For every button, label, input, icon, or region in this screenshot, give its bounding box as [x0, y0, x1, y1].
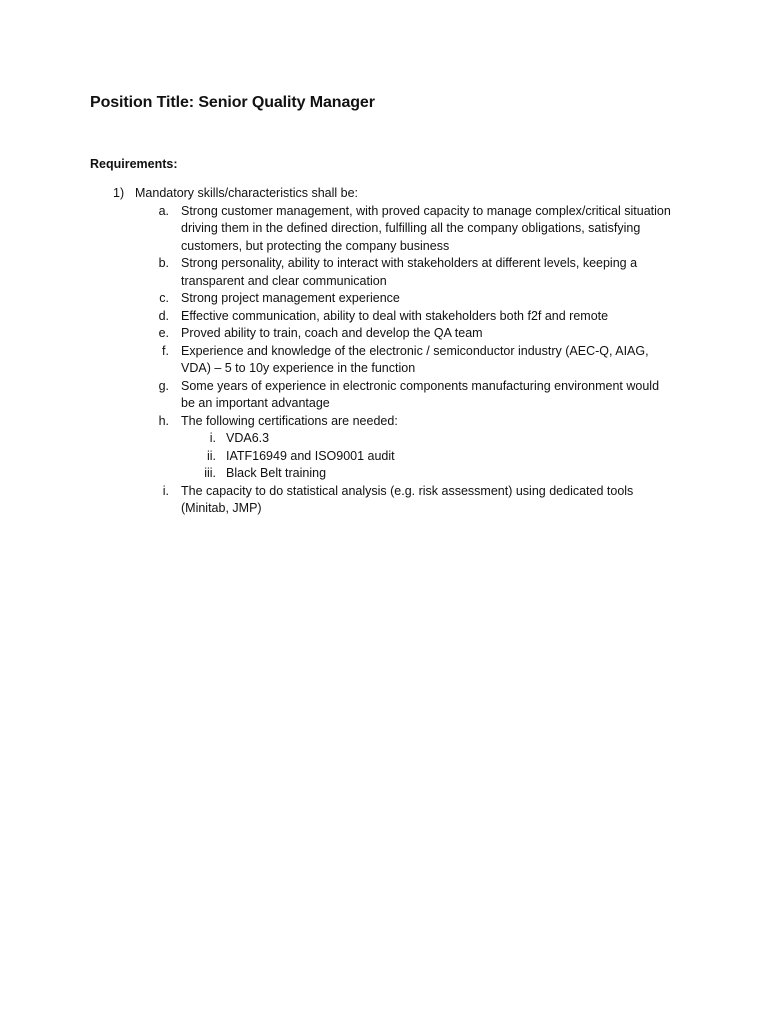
list-item — [0, 290, 768, 308]
list-item-text: Mandatory skills/characteristics shall be: — [135, 186, 358, 200]
list-item — [0, 185, 768, 203]
list-marker: e. — [158, 326, 169, 340]
list-item-text: The following certifications are needed: — [181, 413, 398, 428]
list-item — [0, 255, 768, 290]
list-item-text: Black Belt training — [226, 466, 327, 480]
list-item — [0, 483, 768, 518]
position-title: Position Title: Senior Quality Manager — [90, 94, 375, 111]
list-marker: i. — [162, 483, 169, 498]
list-item — [0, 308, 768, 326]
list-item — [0, 343, 768, 378]
list-item-text: Effective communication, ability to deal with stakeholders both f2f and remote — [181, 308, 609, 323]
list-subitem — [0, 430, 768, 448]
list-item-text: Strong personality, ability to interact with stakeholders at different levels, keeping a transparent and clear communication — [181, 256, 638, 288]
requirements-heading: Requirements: — [90, 157, 178, 171]
list-marker: g. — [158, 378, 169, 393]
list-marker: a. — [158, 203, 169, 218]
list-item-text: IATF16949 and ISO9001 audit — [226, 448, 395, 463]
list-item-text: VDA6.3 — [226, 431, 270, 445]
list-subitem — [0, 448, 768, 466]
list-item-text: Experience and knowledge of the electronic / semiconductor industry (AEC-Q, AIAG, VDA) – 5 to 10y experience in the function — [181, 343, 649, 375]
list-item — [0, 413, 768, 431]
list-item — [0, 203, 768, 256]
list-item-text: Strong project management experience — [181, 291, 400, 305]
list-marker: iii. — [204, 466, 216, 480]
list-marker: d. — [158, 308, 169, 323]
list-item-text: Strong customer management, with proved capacity to manage complex/critical situation driving them in the defined direction, fulfilling all the company obligations, satisfying customers, but protecting the company business — [181, 203, 671, 253]
list-item-text: Proved ability to train, coach and develop the QA team — [181, 326, 483, 340]
requirements-list — [0, 185, 768, 518]
list-marker: b. — [158, 256, 169, 270]
list-item-text: The capacity to do statistical analysis (e.g. risk assessment) using dedicated tools (Minitab, JMP) — [181, 483, 634, 515]
list-marker: 1) — [113, 186, 125, 200]
list-item — [0, 378, 768, 413]
list-marker: ii. — [206, 448, 216, 463]
list-marker: h. — [158, 413, 169, 428]
list-marker: i. — [209, 431, 216, 445]
list-item-text: Some years of experience in electronic components manufacturing environment would be an important advantage — [181, 378, 660, 410]
list-marker: f. — [162, 343, 169, 358]
list-subitem — [0, 465, 768, 483]
list-marker: c. — [159, 291, 169, 305]
list-item — [0, 325, 768, 343]
